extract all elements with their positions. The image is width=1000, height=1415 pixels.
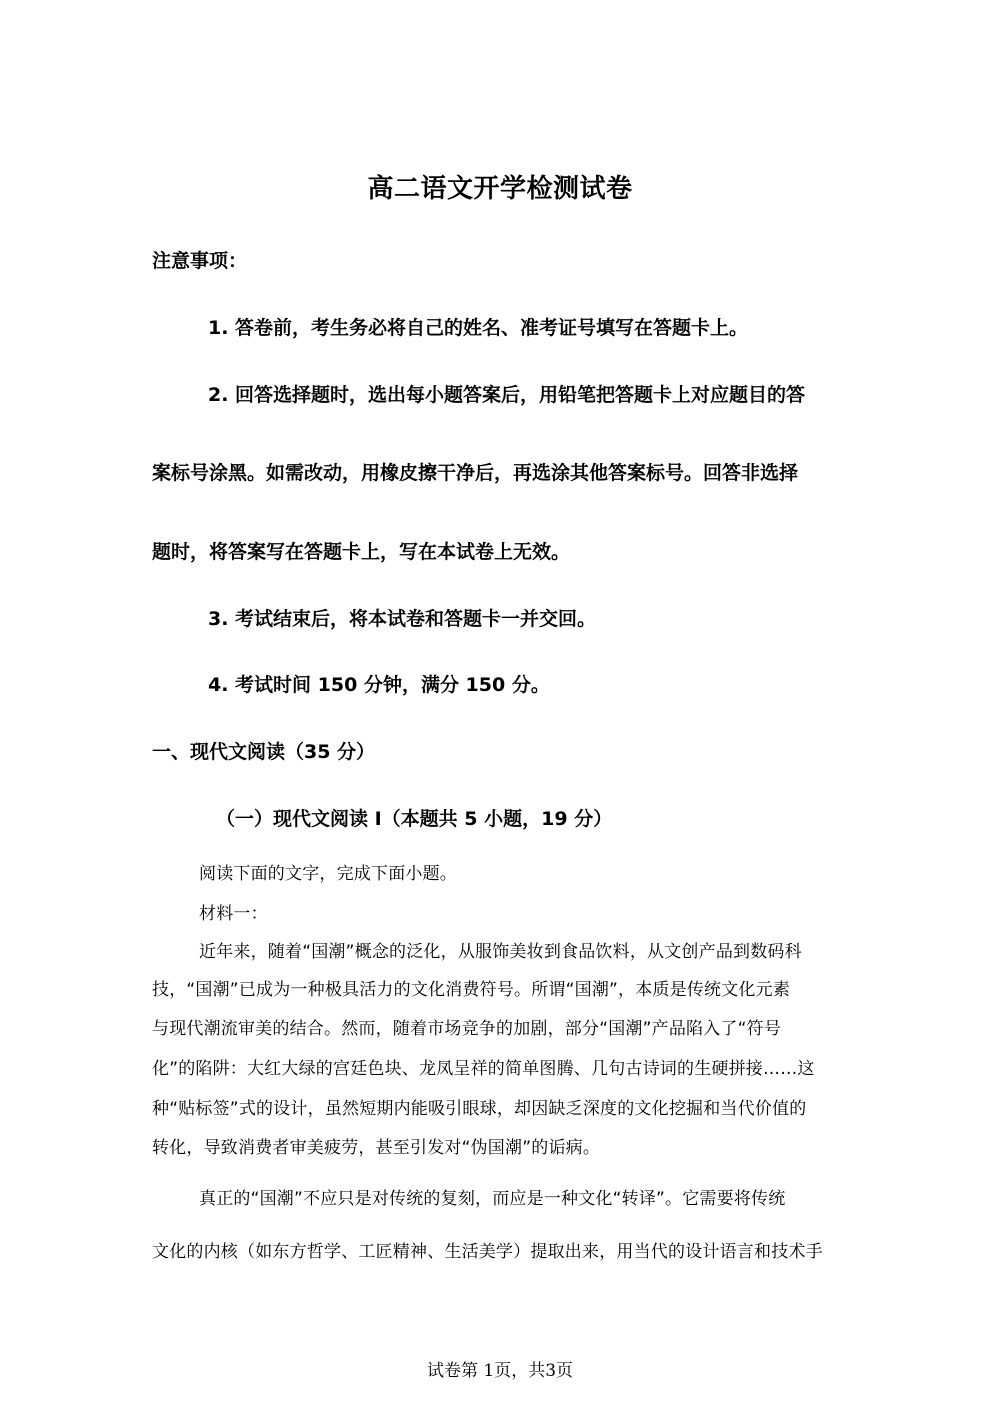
notice-heading: 注意事项： [152,250,248,272]
notice-item-4: 4. 考试时间 150 分钟，满分 150 分。 [208,674,550,696]
notice-item-2-cont2: 题时，将答案写在答题卡上，写在本试卷上无效。 [152,541,571,563]
section-heading: 一、现代文阅读（35 分） [152,741,376,763]
paragraph-line: 与现代潮流审美的结合。然而，随着市场竞争的加剧，部分“国潮”产品陷入了“符号 [152,1019,782,1039]
page-title: 高二语文开学检测试卷 [367,174,633,204]
paragraph-line: 化”的陷阱：大红大绿的宫廷色块、龙凤呈祥的简单图腾、几句古诗词的生硬拼接……这 [152,1059,815,1079]
paragraph-line: 转化，导致消费者审美疲劳，甚至引发对“伪国潮”的诟病。 [152,1138,601,1158]
notice-item-2-cont: 案标号涂黑。如需改动，用橡皮擦干净后，再选涂其他答案标号。回答非选择 [152,462,799,484]
subsection-heading: （一）现代文阅读 I（本题共 5 小题，19 分） [216,808,613,830]
paragraph-line: 种“贴标签”式的设计，虽然短期内能吸引眼球，却因缺乏深度的文化挖掘和当代价值的 [152,1099,807,1119]
notice-item-3: 3. 考试结束后，将本试卷和答题卡一并交回。 [208,608,597,630]
notice-item-1: 1. 答卷前，考生务必将自己的姓名、准考证号填写在答题卡上。 [208,317,749,339]
notice-item-2: 2. 回答选择题时，选出每小题答案后，用铅笔把答题卡上对应题目的答 [208,384,806,406]
paragraph-line: 文化的内核（如东方哲学、工匠精神、生活美学）提取出来，用当代的设计语言和技术手 [152,1242,823,1262]
reading-instruction: 阅读下面的文字，完成下面小题。 [199,864,457,884]
material-label: 材料一： [199,904,268,924]
page-footer: 试卷第 1页，共3页 [426,1361,574,1381]
paragraph-line: 技，“国潮”已成为一种极具活力的文化消费符号。所谓“国潮”，本质是传统文化元素 [152,980,791,1000]
paragraph-line: 近年来，随着“国潮”概念的泛化，从服饰美妆到食品饮料，从文创产品到数码科 [199,942,802,962]
paragraph-line: 真正的“国潮”不应只是对传统的复刻，而应是一种文化“转译”。它需要将传统 [199,1189,786,1209]
